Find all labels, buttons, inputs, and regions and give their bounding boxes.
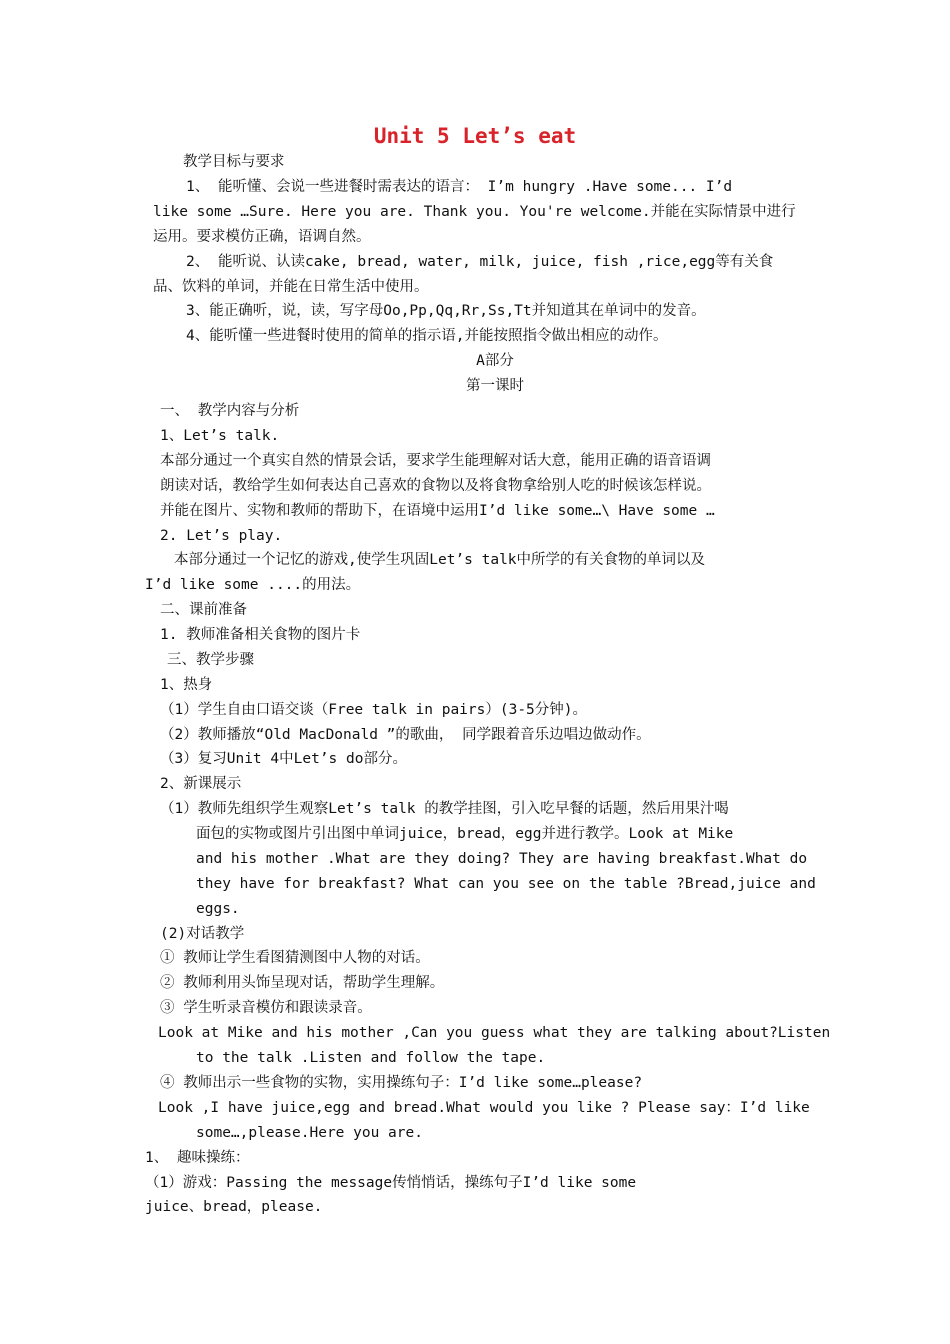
presentation-item-1-line-1: （1）教师先组织学生观察Let’s talk 的教学挂图，引入吃早餐的话题，然后用果汁喝 xyxy=(160,801,729,817)
preparation-item-1: 1. 教师准备相关食物的图片卡 xyxy=(160,627,361,643)
lets-talk-desc-2: 朗读对话，教给学生如何表达自己喜欢的食物以及将食物拿给别人吃的时候该怎样说。 xyxy=(160,478,711,494)
dialogue-teaching-heading: (2)对话教学 xyxy=(160,926,245,942)
content-analysis-heading: 一、 教学内容与分析 xyxy=(160,403,300,419)
warmup-item-2: （2）教师播放“Old MacDonald ”的歌曲， 同学跟着音乐边唱边做动作。 xyxy=(160,727,651,743)
presentation-item-1-line-5: eggs. xyxy=(196,901,240,917)
dialogue-step-3: ③ 学生听录音模仿和跟读录音。 xyxy=(160,1000,372,1016)
steps-heading: 三、教学步骤 xyxy=(167,652,254,668)
dialogue-example-1-line-1: Look at Mike and his mother ,Can you guess what they are talking about?Listen xyxy=(158,1025,831,1041)
presentation-item-1-line-2: 面包的实物或图片引出图中单词juice，bread，egg并进行教学。Look at Mike xyxy=(196,826,734,842)
lets-play-desc-2: I’d like some ....的用法。 xyxy=(145,577,361,593)
objectives-heading: 教学目标与要求 xyxy=(183,154,285,170)
lets-talk-heading: 1、Let’s talk. xyxy=(160,428,280,444)
lets-talk-desc-1: 本部分通过一个真实自然的情景会话，要求学生能理解对话大意，能用正确的语音语调 xyxy=(160,453,711,469)
dialogue-step-1: ① 教师让学生看图猜测图中人物的对话。 xyxy=(160,950,430,966)
objective-1-line-2: like some …Sure. Here you are. Thank you. You're welcome.并能在实际情景中进行 xyxy=(153,204,796,220)
dialogue-step-4: ④ 教师出示一些食物的实物，实用操练句子：I’d like some…please? xyxy=(160,1075,643,1091)
practice-heading: 1、 趣味操练： xyxy=(145,1150,250,1166)
objective-3: 3、能正确听，说，读，写字母Oo,Pp,Qq,Rr,Ss,Tt并知道其在单词中的发音。 xyxy=(186,303,706,319)
preparation-heading: 二、课前准备 xyxy=(160,602,247,618)
lesson-one-heading: 第一课时 xyxy=(466,378,524,394)
objective-2-line-2: 品、饮料的单词，并能在日常生活中使用。 xyxy=(153,279,429,295)
objective-4: 4、能听懂一些进餐时使用的简单的指示语,并能按照指令做出相应的动作。 xyxy=(186,328,668,344)
lets-talk-desc-3: 并能在图片、实物和教师的帮助下，在语境中运用I’d like some…\ Have some … xyxy=(160,503,715,519)
objective-1-line-3: 运用。要求模仿正确，语调自然。 xyxy=(153,229,371,245)
warmup-item-3: （3）复习Unit 4中Let’s do部分。 xyxy=(160,751,407,767)
lets-play-desc-1: 本部分通过一个记忆的游戏,使学生巩固Let’s talk中所学的有关食物的单词以及 xyxy=(174,552,706,568)
dialogue-example-1-line-2: to the talk .Listen and follow the tape. xyxy=(196,1050,546,1066)
dialogue-example-2-line-2: some…,please.Here you are. xyxy=(196,1125,423,1141)
presentation-item-1-line-4: they have for breakfast? What can you see on the table ?Bread,juice and xyxy=(196,876,816,892)
dialogue-example-2-line-1: Look ,I have juice,egg and bread.What would you like ? Please say：I’d like xyxy=(158,1100,810,1116)
practice-game-line-2: juice、bread，please. xyxy=(145,1199,323,1215)
section-a-heading: A部分 xyxy=(476,353,514,369)
dialogue-step-2: ② 教师利用头饰呈现对话，帮助学生理解。 xyxy=(160,975,445,991)
document-title: Unit 5 Let’s eat xyxy=(373,124,577,148)
lets-play-heading: 2. Let’s play. xyxy=(160,528,283,544)
objective-1-line-1: 1、 能听懂、会说一些进餐时需表达的语言： I’m hungry .Have some... I’d xyxy=(186,179,733,195)
presentation-item-1-line-3: and his mother .What are they doing? They are having breakfast.What do xyxy=(196,851,808,867)
objective-2-line-1: 2、 能听说、认读cake, bread, water, milk, juice, fish ,rice,egg等有关食 xyxy=(186,254,774,270)
warmup-heading: 1、热身 xyxy=(160,677,213,693)
presentation-heading: 2、新课展示 xyxy=(160,776,242,792)
practice-game-line-1: （1）游戏：Passing the message传悄悄话，操练句子I’d like some xyxy=(145,1175,637,1191)
warmup-item-1: （1）学生自由口语交谈（Free talk in pairs）(3-5分钟)。 xyxy=(160,702,588,718)
